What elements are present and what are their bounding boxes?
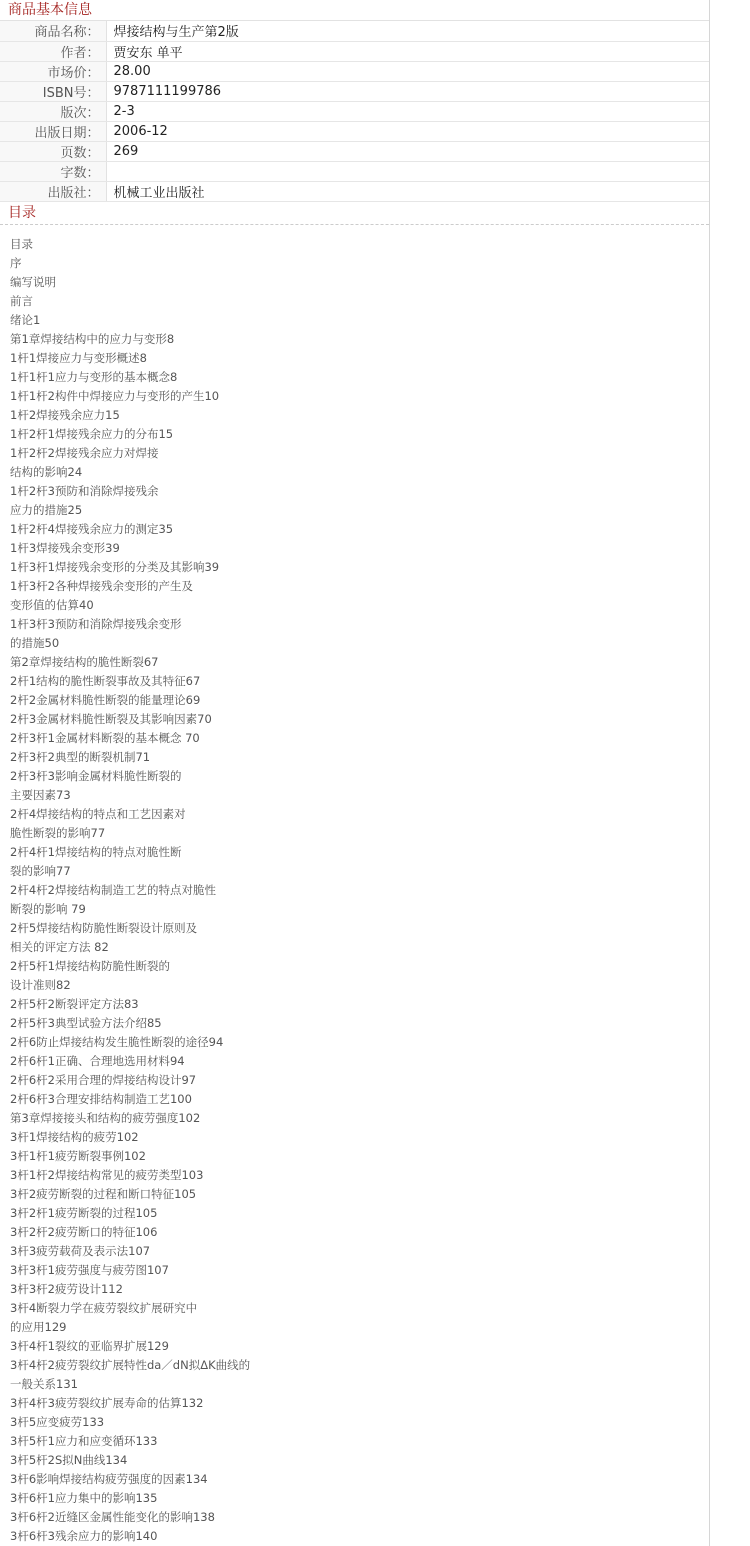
toc-line: 3杆2杆2疲劳断口的特征106 bbox=[10, 1224, 158, 1239]
toc-line: 1杆1杆1应力与变形的基本概念8 bbox=[10, 369, 178, 384]
toc-line: 相关的评定方法 82 bbox=[10, 939, 109, 954]
info-row bbox=[0, 121, 709, 141]
info-value: 机械工业出版社 bbox=[106, 181, 709, 201]
info-value: 焊接结构与生产第2版 bbox=[106, 21, 709, 41]
toc-line: 2杆6杆2采用合理的焊接结构设计97 bbox=[10, 1072, 197, 1087]
toc-line: 的措施50 bbox=[10, 635, 60, 650]
info-label: 商品名称： bbox=[0, 21, 106, 41]
toc-line: 3杆6杆3残余应力的影响140 bbox=[10, 1528, 158, 1543]
info-section-title: 商品基本信息 bbox=[0, 0, 709, 21]
toc-line: 3杆1杆2焊接结构常见的疲劳类型103 bbox=[10, 1167, 204, 1182]
toc-line: 第3章焊接接头和结构的疲劳强度102 bbox=[10, 1110, 201, 1125]
toc-line: 1杆2杆2焊接残余应力对焊接 bbox=[10, 445, 159, 460]
toc-line: 应力的措施25 bbox=[10, 502, 83, 517]
toc-line: 1杆3杆1焊接残余变形的分类及其影响39 bbox=[10, 559, 220, 574]
toc-line: 一般关系131 bbox=[10, 1376, 78, 1391]
toc-line: 3杆5杆2S拟N曲线134 bbox=[10, 1452, 128, 1467]
toc-line: 3杆2疲劳断裂的过程和断口特征105 bbox=[10, 1186, 197, 1201]
toc-line: 3杆6杆2近缝区金属性能变化的影响138 bbox=[10, 1509, 215, 1524]
toc-line: 2杆6防止焊接结构发生脆性断裂的途径94 bbox=[10, 1034, 224, 1049]
info-label: 市场价： bbox=[0, 61, 106, 81]
toc-line: 序 bbox=[10, 255, 22, 270]
info-value: 269 bbox=[106, 141, 709, 161]
info-value: 2-3 bbox=[106, 101, 709, 121]
toc-line: 3杆1杆1疲劳断裂事例102 bbox=[10, 1148, 146, 1163]
toc-line: 目录 bbox=[10, 236, 33, 251]
toc-line: 2杆5杆1焊接结构防脆性断裂的 bbox=[10, 958, 170, 973]
toc-list bbox=[0, 225, 709, 1546]
info-value: 2006-12 bbox=[106, 121, 709, 141]
toc-line: 2杆5杆3典型试验方法介绍85 bbox=[10, 1015, 162, 1030]
toc-line: 2杆5焊接结构防脆性断裂设计原则及 bbox=[10, 920, 198, 935]
toc-line: 2杆2金属材料脆性断裂的能量理论69 bbox=[10, 692, 201, 707]
info-label: 页数： bbox=[0, 141, 106, 161]
toc-line: 2杆3杆1金属材料断裂的基本概念 70 bbox=[10, 730, 200, 745]
toc-line: 1杆1焊接应力与变形概述8 bbox=[10, 350, 147, 365]
toc-line: 3杆3杆1疲劳强度与疲劳图107 bbox=[10, 1262, 169, 1277]
info-label: 出版社： bbox=[0, 181, 106, 201]
toc-line: 3杆4断裂力学在疲劳裂纹扩展研究中 bbox=[10, 1300, 198, 1315]
toc-line: 3杆6影响焊接结构疲劳强度的因素134 bbox=[10, 1471, 208, 1486]
toc-line: 第1章焊接结构中的应力与变形8 bbox=[10, 331, 175, 346]
toc-line: 2杆5杆2断裂评定方法83 bbox=[10, 996, 139, 1011]
info-label: ISBN号： bbox=[0, 81, 106, 101]
info-label: 作者： bbox=[0, 41, 106, 61]
toc-line: 1杆3焊接残余变形39 bbox=[10, 540, 120, 555]
info-row bbox=[0, 101, 709, 121]
toc-line: 绪论1 bbox=[10, 312, 41, 327]
toc-line: 2杆4焊接结构的特点和工艺因素对 bbox=[10, 806, 186, 821]
toc-line: 1杆2杆3预防和消除焊接残余 bbox=[10, 483, 159, 498]
toc-line: 脆性断裂的影响77 bbox=[10, 825, 106, 840]
info-row bbox=[0, 161, 709, 181]
info-row bbox=[0, 181, 709, 201]
info-label: 版次： bbox=[0, 101, 106, 121]
product-info-table bbox=[0, 21, 709, 202]
toc-line: 2杆3金属材料脆性断裂及其影响因素70 bbox=[10, 711, 212, 726]
toc-line: 1杆2杆1焊接残余应力的分布15 bbox=[10, 426, 174, 441]
toc-line: 3杆4杆3疲劳裂纹扩展寿命的估算132 bbox=[10, 1395, 204, 1410]
toc-line: 的应用129 bbox=[10, 1319, 67, 1334]
toc-line: 1杆3杆2各种焊接残余变形的产生及 bbox=[10, 578, 193, 593]
toc-section-title: 目录 bbox=[0, 202, 709, 225]
toc-line: 1杆2杆4焊接残余应力的测定35 bbox=[10, 521, 174, 536]
info-value bbox=[106, 161, 709, 181]
info-row bbox=[0, 21, 709, 41]
info-value: 28.00 bbox=[106, 61, 709, 81]
info-value: 9787111199786 bbox=[106, 81, 709, 101]
toc-line: 3杆5应变疲劳133 bbox=[10, 1414, 105, 1429]
toc-line: 3杆1焊接结构的疲劳102 bbox=[10, 1129, 139, 1144]
toc-line: 前言 bbox=[10, 293, 33, 308]
toc-line: 3杆3疲劳载荷及表示法107 bbox=[10, 1243, 151, 1258]
info-row bbox=[0, 61, 709, 81]
toc-line: 2杆4杆2焊接结构制造工艺的特点对脆性 bbox=[10, 882, 216, 897]
toc-line: 2杆6杆1正确、合理地选用材料94 bbox=[10, 1053, 185, 1068]
info-row bbox=[0, 141, 709, 161]
toc-line: 设计准则82 bbox=[10, 977, 71, 992]
info-row bbox=[0, 81, 709, 101]
info-row bbox=[0, 41, 709, 61]
toc-line: 2杆3杆3影响金属材料脆性断裂的 bbox=[10, 768, 182, 783]
toc-line: 2杆1结构的脆性断裂事故及其特征67 bbox=[10, 673, 201, 688]
toc-line: 3杆4杆1裂纹的亚临界扩展129 bbox=[10, 1338, 169, 1353]
toc-line: 3杆6杆1应力集中的影响135 bbox=[10, 1490, 158, 1505]
toc-line: 第2章焊接结构的脆性断裂67 bbox=[10, 654, 159, 669]
toc-line: 3杆3杆2疲劳设计112 bbox=[10, 1281, 123, 1296]
toc-line: 1杆2焊接残余应力15 bbox=[10, 407, 120, 422]
info-label: 字数： bbox=[0, 161, 106, 181]
toc-line: 2杆4杆1焊接结构的特点对脆性断 bbox=[10, 844, 182, 859]
toc-line: 断裂的影响 79 bbox=[10, 901, 86, 916]
toc-line: 1杆1杆2构件中焊接应力与变形的产生10 bbox=[10, 388, 220, 403]
toc-line: 编写说明 bbox=[10, 274, 56, 289]
toc-line: 3杆2杆1疲劳断裂的过程105 bbox=[10, 1205, 158, 1220]
toc-line: 2杆6杆3合理安排结构制造工艺100 bbox=[10, 1091, 192, 1106]
info-value: 贾安东 单平 bbox=[106, 41, 709, 61]
toc-line: 3杆5杆1应力和应变循环133 bbox=[10, 1433, 158, 1448]
toc-line: 2杆3杆2典型的断裂机制71 bbox=[10, 749, 151, 764]
info-label: 出版日期： bbox=[0, 121, 106, 141]
toc-line: 主要因素73 bbox=[10, 787, 71, 802]
toc-line: 结构的影响24 bbox=[10, 464, 83, 479]
toc-line: 变形值的估算40 bbox=[10, 597, 94, 612]
toc-line: 裂的影响77 bbox=[10, 863, 71, 878]
toc-line: 1杆3杆3预防和消除焊接残余变形 bbox=[10, 616, 182, 631]
toc-line: 3杆4杆2疲劳裂纹扩展特性da／dN拟ΔK曲线的 bbox=[10, 1357, 251, 1372]
